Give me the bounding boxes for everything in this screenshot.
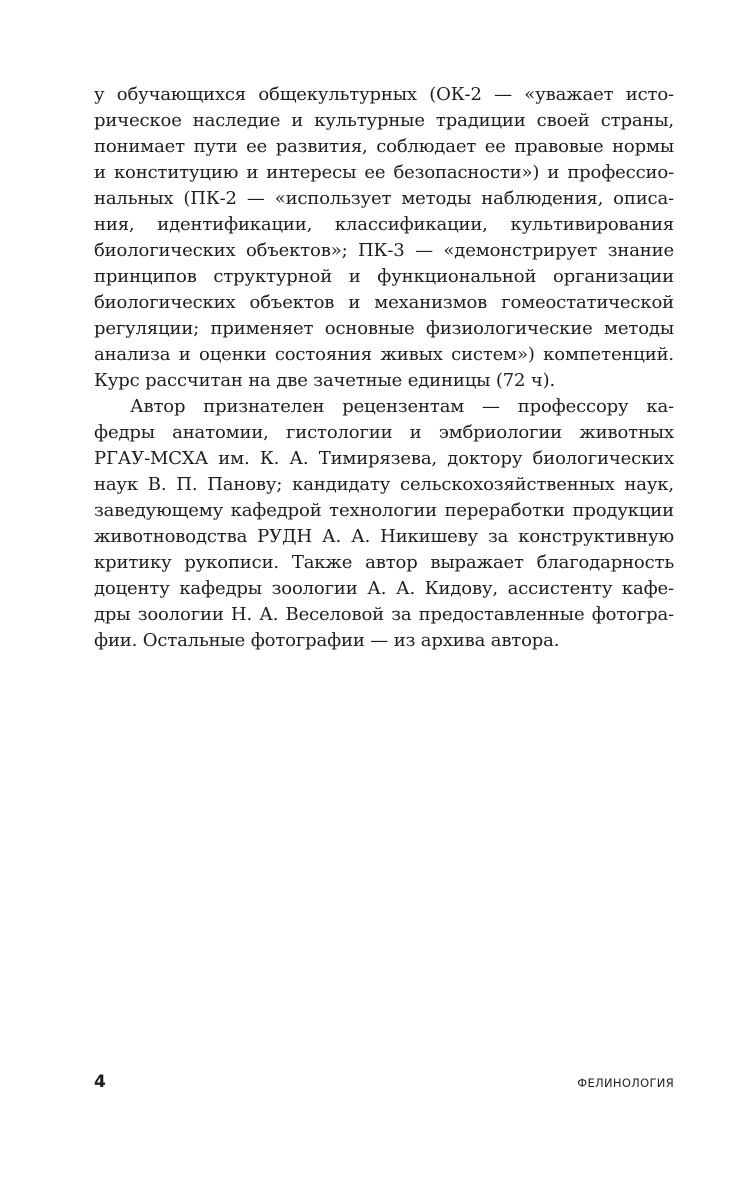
text-line: доценту кафедры зоологии А. А. Кидову, ассистенту кафе- (94, 578, 674, 599)
page-number: 4 (94, 1072, 106, 1092)
text-line: у обучающихся общекультурных (ОК-2 — «уважает исто- (94, 84, 674, 105)
text-line: регуляции; применяет основные физиологические методы (94, 318, 674, 339)
text-line: животноводства РУДН А. А. Никишеву за конструктивную (94, 526, 674, 547)
text-line: федры анатомии, гистологии и эмбриологии животных (94, 422, 674, 443)
text-line: наук В. П. Панову; кандидату сельскохозяйственных наук, (94, 474, 674, 495)
paragraph-acknowledgements (94, 394, 674, 654)
paragraph-competencies (94, 82, 674, 394)
text-line: заведующему кафедрой технологии переработки продукции (94, 500, 674, 521)
text-line: критику рукописи. Также автор выражает благодарность (94, 552, 674, 573)
text-line: биологических объектов и механизмов гомеостатической (94, 292, 674, 313)
text-line: рическое наследие и культурные традиции своей страны, (94, 110, 674, 131)
text-line: понимает пути ее развития, соблюдает ее правовые нормы (94, 136, 674, 157)
text-line: Курс рассчитан на две зачетные единицы (72 ч). (94, 370, 556, 391)
text-line: Автор признателен рецензентам — профессору ка- (130, 396, 674, 417)
running-title: ФЕЛИНОЛОГИЯ (577, 1076, 674, 1090)
page-footer (94, 1071, 674, 1095)
text-line: фии. Остальные фотографии — из архива автора. (94, 630, 560, 651)
text-line: РГАУ-МСХА им. К. А. Тимирязева, доктору биологических (94, 448, 674, 469)
body-text (94, 82, 674, 654)
text-line: ния, идентификации, классификации, культивирования (94, 214, 674, 235)
text-line: принципов структурной и функциональной организации (94, 266, 674, 287)
text-line: нальных (ПК-2 — «использует методы наблюдения, описа- (94, 188, 674, 209)
text-line: анализа и оценки состояния живых систем») компетенций. (94, 344, 674, 365)
text-line: дры зоологии Н. А. Веселовой за предоставленные фотогра- (94, 604, 674, 625)
text-line: и конституцию и интересы ее безопасности») и профессио- (94, 162, 674, 183)
text-line: биологических объектов»; ПК-3 — «демонстрирует знание (94, 240, 674, 261)
